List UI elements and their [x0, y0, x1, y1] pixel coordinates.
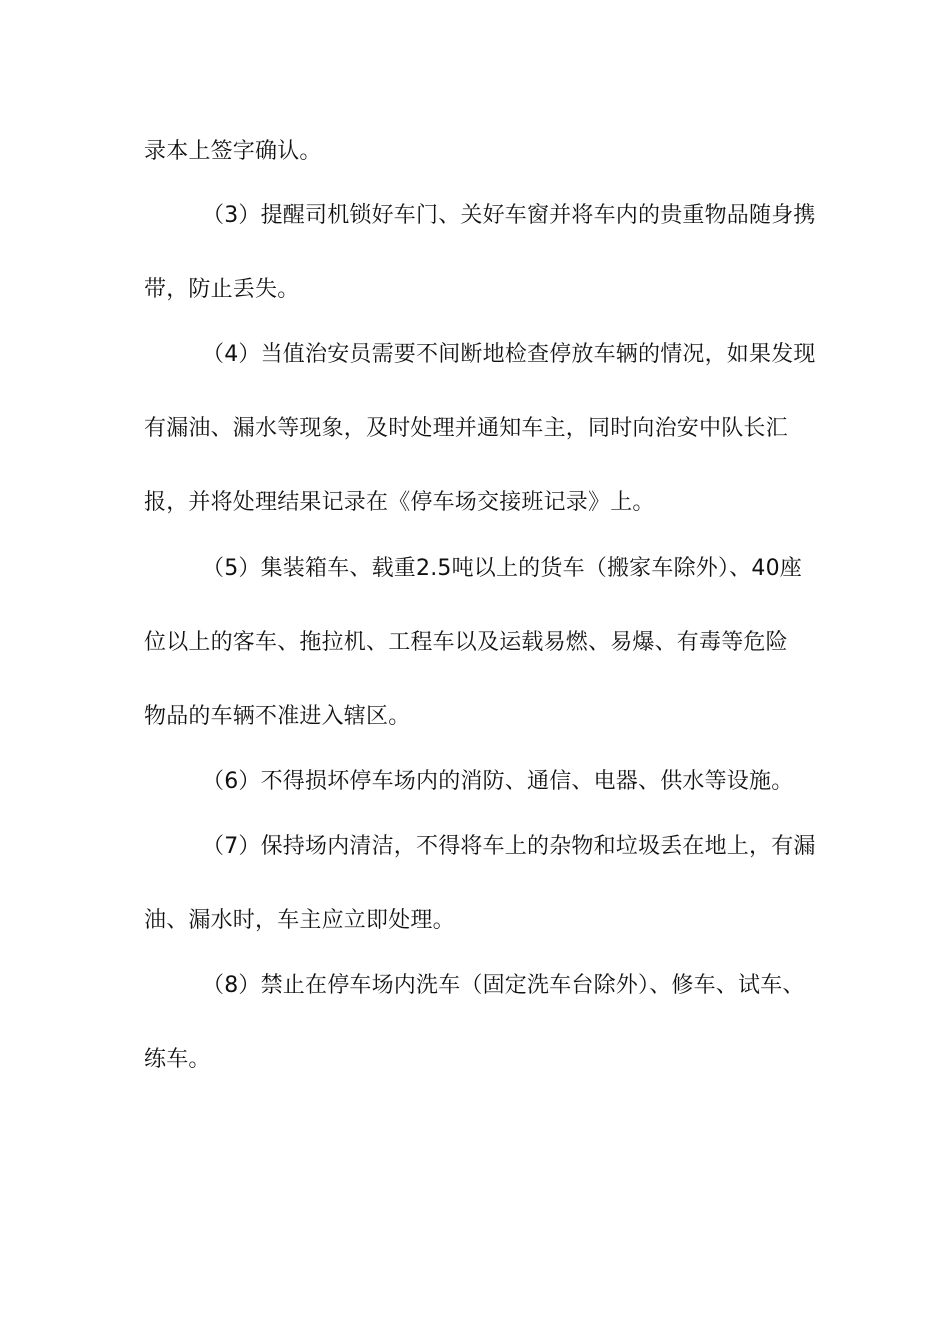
paragraph-line: （7）保持场内清洁，不得将车上的杂物和垃圾丢在地上，有漏	[202, 834, 816, 859]
paragraph-line: （8）禁止在停车场内洗车（固定洗车台除外）、修车、试车、	[202, 973, 805, 998]
paragraph-line: 油、漏水时，车主应立即处理。	[144, 908, 455, 933]
paragraph-line: 带，防止丢失。	[144, 277, 300, 302]
paragraph-line: （6）不得损坏停车场内的消防、通信、电器、供水等设施。	[202, 769, 794, 794]
paragraph-line: 位以上的客车、拖拉机、工程车以及运载易燃、易爆、有毒等危险	[144, 630, 788, 655]
paragraph-line: （5）集装箱车、载重2.5吨以上的货车（搬家车除外）、40座	[202, 556, 802, 581]
paragraph-line: 有漏油、漏水等现象，及时处理并通知车主，同时向治安中队长汇	[144, 416, 788, 441]
paragraph-line: 物品的车辆不准进入辖区。	[144, 704, 411, 729]
paragraph-line: （4）当值治安员需要不间断地检查停放车辆的情况，如果发现	[202, 342, 816, 367]
paragraph-line: 报，并将处理结果记录在《停车场交接班记录》上。	[144, 490, 655, 515]
paragraph-line: 录本上签字确认。	[144, 139, 322, 164]
paragraph-line: 练车。	[144, 1047, 211, 1072]
paragraph-line: （3）提醒司机锁好车门、关好车窗并将车内的贵重物品随身携	[202, 203, 816, 228]
